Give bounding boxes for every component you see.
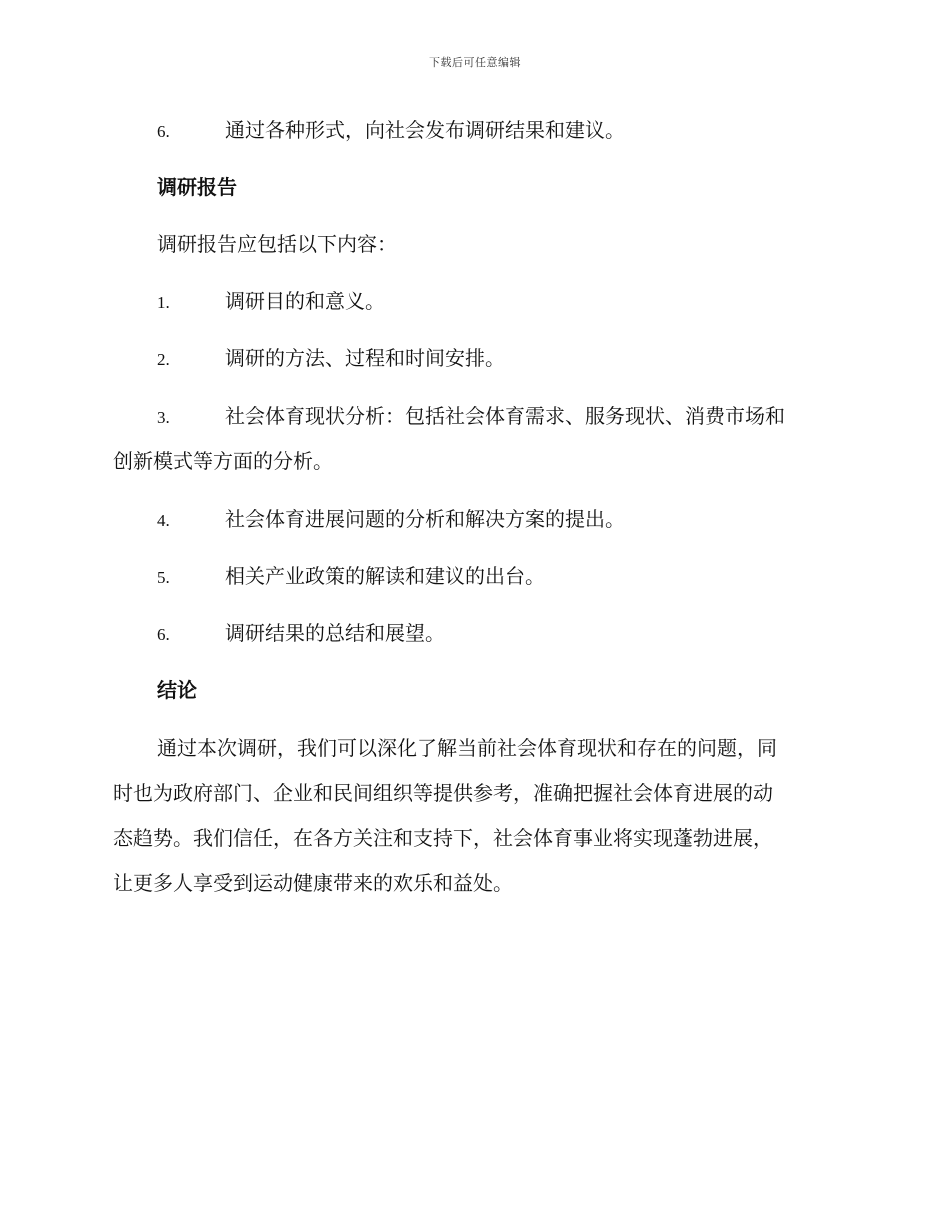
list-item-text: 相关产业政策的解读和建议的出台。 [225, 564, 545, 588]
page-header: 下载后可任意编辑 [429, 56, 521, 69]
conclusion-line: 让更多人享受到运动健康带来的欢乐和益处。 [113, 871, 513, 895]
section-heading-conclusion: 结论 [157, 678, 197, 702]
list-item [157, 505, 625, 535]
conclusion-line: 通过本次调研，我们可以深化了解当前社会体育现状和存在的问题，同 [157, 736, 777, 760]
conclusion-line: 时也为政府部门、企业和民间组织等提供参考，准确把握社会体育进展的动 [113, 781, 773, 805]
list-item-number: 1. [157, 293, 170, 312]
list-item [157, 402, 785, 432]
list-item-number: 4. [157, 511, 170, 530]
list-item-text: 调研目的和意义。 [225, 289, 385, 313]
list-item-text: 通过各种形式，向社会发布调研结果和建议。 [225, 118, 625, 142]
conclusion-line: 态趋势。我们信任，在各方关注和支持下，社会体育事业将实现蓬勃进展， [113, 826, 773, 850]
list-item-number: 6. [157, 122, 170, 141]
list-item [157, 619, 445, 649]
list-item-number: 3. [157, 408, 170, 427]
list-item-text: 调研的方法、过程和时间安排。 [225, 346, 505, 370]
list-item-number: 2. [157, 350, 170, 369]
list-item-text: 调研结果的总结和展望。 [225, 621, 445, 645]
section-heading-report: 调研报告 [157, 175, 237, 199]
list-item-text: 社会体育进展问题的分析和解决方案的提出。 [225, 507, 625, 531]
list-item [157, 562, 545, 592]
list-item [157, 116, 625, 146]
list-item [157, 344, 505, 374]
report-intro: 调研报告应包括以下内容： [157, 232, 397, 256]
list-item-continuation: 创新模式等方面的分析。 [113, 449, 333, 473]
list-item-text: 社会体育现状分析：包括社会体育需求、服务现状、消费市场和 [225, 404, 785, 428]
list-item [157, 287, 385, 317]
list-item-number: 6. [157, 625, 170, 644]
list-item-number: 5. [157, 568, 170, 587]
